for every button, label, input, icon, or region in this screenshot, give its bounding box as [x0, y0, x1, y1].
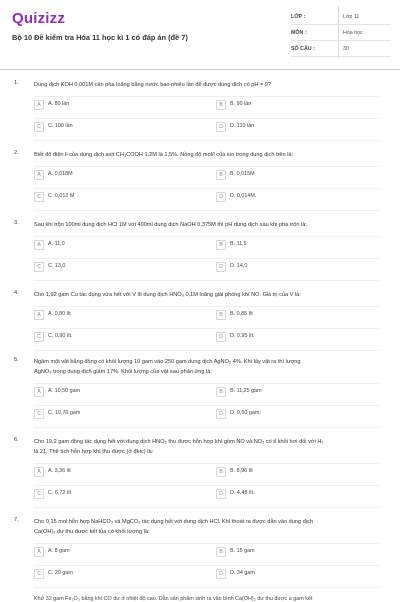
meta-key: LỚP :	[291, 14, 306, 20]
question-text: Cho 0,15 mol hỗn hợp NaHCO₃ và MgCO₃ tác dụng hết với dung dịch HCl. Khí thoát ra được dẫn vào dung dịch	[34, 519, 313, 525]
option-divider	[34, 258, 380, 259]
answer-option-b[interactable]	[216, 387, 366, 399]
option-letter-box: D	[216, 262, 226, 272]
option-text: D. 9,50 gam.	[230, 410, 261, 416]
answer-option-a[interactable]	[34, 387, 184, 399]
answer-option-b[interactable]	[216, 547, 366, 559]
option-text: B. 11,5	[230, 241, 247, 247]
option-divider	[34, 463, 380, 464]
option-letter-box: A	[34, 240, 44, 250]
option-letter-box: A	[34, 547, 44, 557]
answer-option-c[interactable]	[34, 192, 184, 204]
option-text: C. 100 lần	[48, 123, 73, 129]
option-letter-box: A	[34, 467, 44, 477]
option-divider	[34, 280, 380, 281]
question-number: 6.	[14, 437, 19, 443]
option-letter-box: B	[216, 387, 226, 397]
meta-value: Lớp 11	[343, 14, 360, 20]
question-text: Sau khi trộn 100ml dung dịch HCl 1M với 400ml dung dịch NaOH 0,375M thì pH dung dịch sau khi pha trộn là:	[34, 222, 307, 228]
option-letter-box: D	[216, 122, 226, 132]
option-divider	[34, 507, 380, 508]
question-number: 4.	[14, 290, 19, 296]
option-letter-box: A	[34, 170, 44, 180]
question-text: Ngâm một vật bằng đồng có khối lượng 10 gam vào 250 gam dung dịch AgNO₃ 4%. Khi lấy vật ra thì lượng	[34, 359, 301, 365]
answer-option-a[interactable]	[34, 547, 184, 559]
option-divider	[34, 350, 380, 351]
option-divider	[34, 427, 380, 428]
page-header	[0, 0, 400, 70]
answer-option-a[interactable]	[34, 240, 184, 252]
option-divider	[34, 166, 380, 167]
question-text: Dung dịch KOH 0,001M cần pha loãng bằng nước bao nhiêu lần để được dung dịch có pH = 9?	[34, 82, 272, 88]
option-divider	[34, 210, 380, 211]
option-letter-box: A	[34, 387, 44, 397]
option-letter-box: C	[34, 192, 44, 202]
question-8-fragment: Khử 32 gam Fe₂O₃ bằng khí CO dư ở nhiệt độ cao. Dẫn sản phẩm sinh ra vào bình Ca(OH)₂ dư thu được a gam kết	[34, 596, 313, 602]
question-text: Ca(OH)₂ dư thu được kết tủa có khối lượng là:	[34, 529, 150, 535]
meta-info-box	[291, 6, 393, 58]
option-text: A. 0,80 lít	[48, 311, 71, 317]
question-number: 1.	[14, 80, 19, 86]
option-letter-box: B	[216, 310, 226, 320]
meta-row-class	[291, 10, 391, 25]
quizizz-logo: Quizizz	[12, 10, 66, 27]
option-text: B. 0,85 lít	[230, 311, 253, 317]
option-letter-box: A	[34, 100, 44, 110]
option-letter-box: D	[216, 332, 226, 342]
question-text: AgNO₃ trong dung dịch giảm 17%. Khối lượng của vật sau phản ứng là:	[34, 369, 212, 375]
meta-key: SỐ CÂU :	[291, 46, 315, 52]
answer-option-a[interactable]	[34, 170, 184, 182]
option-text: C. 0,012 M	[48, 193, 75, 199]
answer-option-d[interactable]	[216, 569, 366, 581]
answer-option-b[interactable]	[216, 310, 366, 322]
option-text: A. 8 gam	[48, 548, 70, 554]
option-text: C. 6,72 lít	[48, 490, 72, 496]
option-divider	[34, 328, 380, 329]
answer-option-c[interactable]	[34, 489, 184, 501]
answer-option-c[interactable]	[34, 122, 184, 134]
answer-option-b[interactable]	[216, 467, 366, 479]
option-letter-box: C	[34, 569, 44, 579]
option-letter-box: B	[216, 467, 226, 477]
option-letter-box: C	[34, 489, 44, 499]
option-text: B. 15 gam	[230, 548, 255, 554]
question-number: 3.	[14, 220, 19, 226]
answer-option-d[interactable]	[216, 332, 366, 344]
option-text: B. 0,015M	[230, 171, 255, 177]
answer-option-d[interactable]	[216, 262, 366, 274]
option-letter-box: D	[216, 409, 226, 419]
meta-row-count	[291, 42, 391, 57]
question-text: Cho 1,92 gam Cu tác dụng vừa hết với V lít dung dịch HNO₃ 0,1M loãng giải phóng khí NO. Giá trị của V là:	[34, 292, 301, 298]
option-divider	[34, 118, 380, 119]
option-text: A. 0,018M	[48, 171, 73, 177]
option-text: D. 110 lần	[230, 123, 255, 129]
option-text: C. 0,90 lít.	[48, 333, 73, 339]
option-divider	[34, 565, 380, 566]
option-letter-box: D	[216, 569, 226, 579]
option-text: D. 0,014M.	[230, 193, 257, 199]
option-text: B. 8,96 lít	[230, 468, 253, 474]
option-letter-box: B	[216, 100, 226, 110]
question-text: là 21. Thể tích hỗn hợp khí thu được (ở đktc) là:	[34, 449, 154, 455]
option-letter-box: C	[34, 262, 44, 272]
answer-option-a[interactable]	[34, 467, 184, 479]
question-text: Cho 19,2 gam đồng tác dụng hết với dung dịch HNO₃ thu được hỗn hợp khí gồm NO và NO₂ có tỉ khối hơi đối với H₂	[34, 439, 324, 445]
answer-option-d[interactable]	[216, 489, 366, 501]
question-number: 7.	[14, 517, 19, 523]
option-text: D. 0,95 lít.	[230, 333, 255, 339]
option-divider	[34, 236, 380, 237]
meta-value: Hóa học	[343, 30, 363, 36]
answer-option-b[interactable]	[216, 240, 366, 252]
question-number: 2.	[14, 150, 19, 156]
option-text: C. 10,76 gam	[48, 410, 81, 416]
option-divider	[34, 587, 380, 588]
option-text: A. 11,0	[48, 241, 65, 247]
option-divider	[34, 485, 380, 486]
option-letter-box: B	[216, 170, 226, 180]
answer-option-c[interactable]	[34, 569, 184, 581]
answer-option-b[interactable]	[216, 100, 366, 112]
option-divider	[34, 188, 380, 189]
option-text: B. 11,25 gam	[230, 388, 262, 394]
meta-row-subject	[291, 26, 391, 41]
option-letter-box: C	[34, 332, 44, 342]
option-letter-box: B	[216, 547, 226, 557]
answer-option-b[interactable]	[216, 170, 366, 182]
answer-option-c[interactable]	[34, 409, 184, 421]
option-divider	[34, 96, 380, 97]
option-letter-box: C	[34, 122, 44, 132]
answer-option-a[interactable]	[34, 310, 184, 322]
option-text: B. 90 lần	[230, 101, 252, 107]
option-text: C. 20 gam	[48, 570, 73, 576]
option-letter-box: B	[216, 240, 226, 250]
answer-option-a[interactable]	[34, 100, 184, 112]
document-title: Bộ 10 Đề kiểm tra Hóa 11 học kì 1 có đáp án (đề 7)	[12, 33, 188, 42]
answer-option-c[interactable]	[34, 332, 184, 344]
option-text: D. 14,0	[230, 263, 248, 269]
answer-option-c[interactable]	[34, 262, 184, 274]
option-divider	[34, 140, 380, 141]
answer-option-d[interactable]	[216, 192, 366, 204]
answer-option-d[interactable]	[216, 122, 366, 134]
option-text: A. 3,36 lít	[48, 468, 71, 474]
question-text: Biết độ điện li của dung dịch axit CH₃COOH 1,2M là 1,5%. Nồng độ mol/l của ion trong dung dịch trên là:	[34, 152, 294, 158]
option-divider	[34, 306, 380, 307]
option-divider	[34, 405, 380, 406]
option-text: D. 34 gam	[230, 570, 255, 576]
meta-value: 30	[343, 46, 349, 52]
option-letter-box: C	[34, 409, 44, 419]
option-divider	[34, 383, 380, 384]
option-letter-box: A	[34, 310, 44, 320]
option-text: A. 10,50 gam	[48, 388, 81, 394]
answer-option-d[interactable]	[216, 409, 366, 421]
option-text: C. 13,0	[48, 263, 66, 269]
question-number: 5.	[14, 357, 19, 363]
option-text: A. 80 lần	[48, 101, 70, 107]
option-letter-box: D	[216, 489, 226, 499]
option-text: D. 4,48 lít.	[230, 490, 255, 496]
option-divider	[34, 543, 380, 544]
option-letter-box: D	[216, 192, 226, 202]
meta-key: MÔN :	[291, 30, 307, 36]
